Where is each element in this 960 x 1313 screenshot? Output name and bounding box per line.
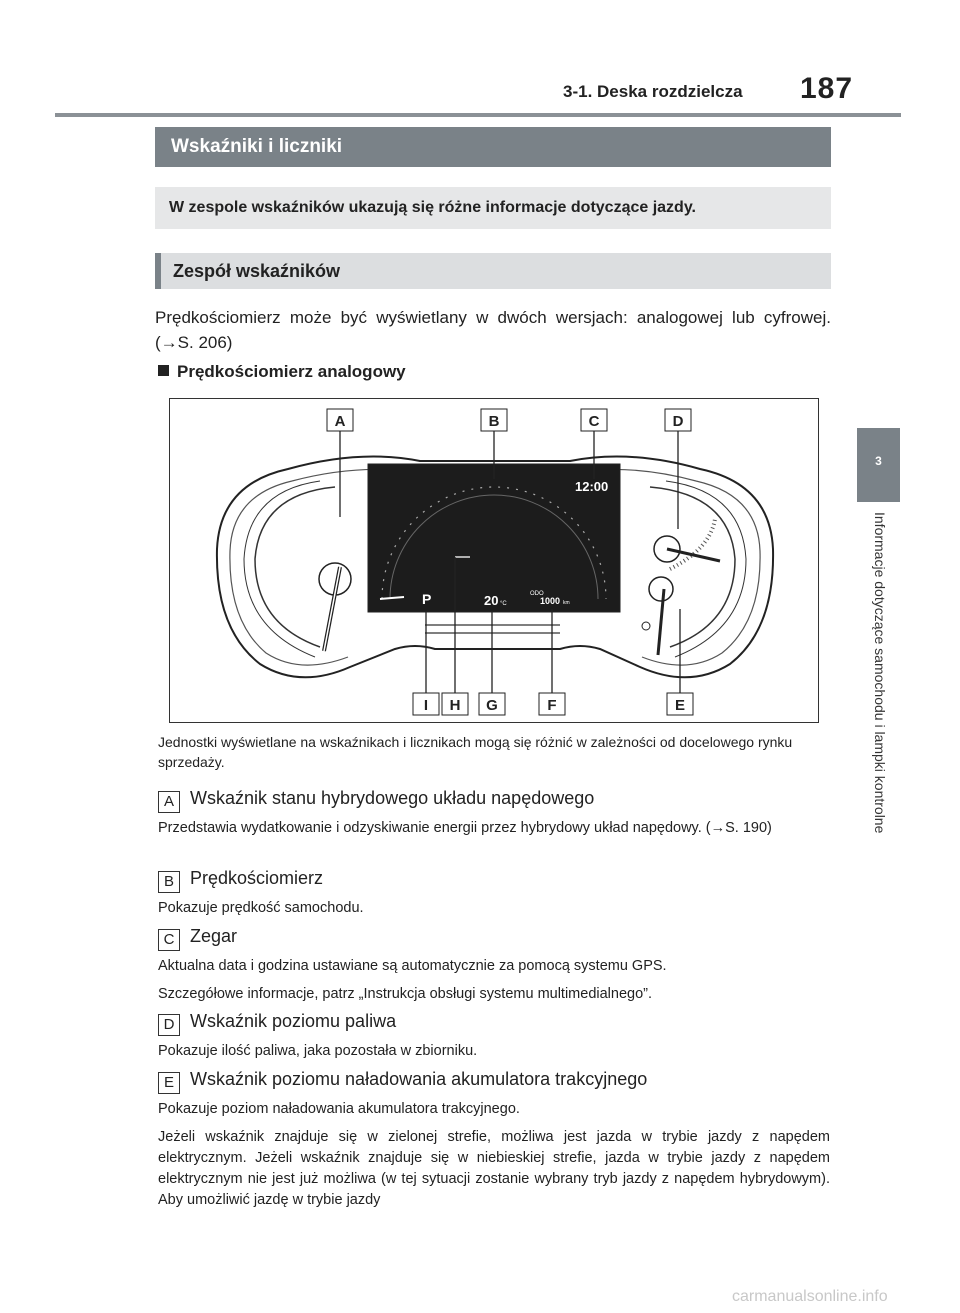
section-title: 3-1. Deska rozdzielcza — [563, 82, 743, 101]
chapter-number: 3 — [875, 454, 882, 468]
instrument-cluster-diagram — [169, 398, 819, 723]
item-c-title: Zegar — [190, 926, 238, 946]
temperature-unit: °C — [500, 601, 507, 607]
item-a-heading — [158, 788, 594, 813]
callout-h-label: H — [449, 697, 461, 714]
battery-gauge-hub — [649, 577, 673, 601]
callout-b-label: B — [488, 413, 500, 430]
units-note: Jednostki wyświetlane na wskaźnikach i licznikach mogą się różnić w zależności od docelowego rynku sprzedaży. — [158, 734, 793, 770]
item-a-text: Przedstawia wydatkowanie i odzyskiwanie energii przez hybrydowy układ napędowy. (→S. 190) — [158, 820, 772, 836]
item-b-text: Pokazuje prędkość samochodu. — [158, 900, 364, 916]
callout-d-label: D — [672, 413, 684, 430]
header-rule — [55, 113, 901, 117]
item-e-text-2: Jeżeli wskaźnik znajduje się w zielonej strefie, możliwa jest jazda w trybie jazdy z napędem elektrycznym. Jeżeli wskaźnik znajduje się w niebieskiej strefie, jazda w trybie jazdy z napędem elektrycznym nie jest już możliwa (w tej sytuacji zostanie wybrany tryb jazdy z napędem hybrydowym). Aby umożliwić jazdę w trybie jazdy — [158, 1129, 830, 1208]
cluster-illustration — [170, 399, 818, 722]
item-c-badge: C — [158, 929, 180, 951]
item-b-badge: B — [158, 871, 180, 893]
intro-box — [155, 187, 831, 229]
intro-text: W zespole wskaźników ukazują się różne informacje dotyczące jazdy. — [169, 199, 696, 216]
fuel-gauge-arc — [650, 487, 735, 647]
subtitle-bar — [155, 253, 831, 289]
item-a-badge: A — [158, 791, 180, 813]
callout-a-label: A — [334, 413, 346, 430]
intro-paragraph: Prędkościomierz może być wyświetlany w dwóch wersjach: analogowej lub cyfrowej. (→S. 206) — [155, 308, 831, 352]
callout-f-label: F — [547, 697, 557, 714]
page-title: Wskaźniki i liczniki — [171, 136, 343, 157]
item-e-text-1: Pokazuje poziom naładowania akumulatora trakcyjnego. — [158, 1101, 520, 1117]
page-number: 187 — [800, 72, 854, 105]
bullet-square-icon — [158, 365, 169, 376]
watermark: carmanualsonline.info — [732, 1288, 888, 1305]
item-e-badge: E — [158, 1072, 180, 1094]
subtitle: Zespół wskaźników — [173, 261, 341, 281]
hybrid-gauge-arc — [255, 487, 335, 647]
bullet-text: Prędkościomierz analogowy — [177, 362, 406, 381]
callout-g-label: G — [486, 697, 498, 714]
odometer-unit: km — [563, 600, 570, 606]
chapter-tab — [857, 428, 900, 502]
callout-e-label: E — [674, 697, 686, 714]
odometer-label: ODO — [530, 591, 544, 597]
item-c-heading — [158, 926, 237, 951]
item-c-text-1: Aktualna data i godzina ustawiane są automatycznie za pomocą systemu GPS. — [158, 958, 667, 974]
gear-indicator: P — [422, 591, 432, 607]
item-d-title: Wskaźnik poziomu paliwa — [190, 1011, 397, 1031]
item-d-text: Pokazuje ilość paliwa, jaka pozostała w zbiorniku. — [158, 1043, 478, 1059]
item-d-heading — [158, 1011, 396, 1036]
title-bar — [155, 127, 831, 167]
item-d-badge: D — [158, 1014, 180, 1036]
callout-i-label: I — [423, 697, 429, 714]
item-b-heading — [158, 868, 323, 893]
item-e-title: Wskaźnik poziomu naładowania akumulatora trakcyjnego — [190, 1069, 648, 1089]
item-e-heading — [158, 1069, 647, 1094]
item-c-text-2: Szczegółowe informacje, patrz „Instrukcja obsługi systemu multimedialnego”. — [158, 986, 653, 1002]
odometer-value: 1000 — [540, 596, 561, 606]
chapter-title-vertical: Informacje dotyczące samochodu i lampki kontrolne — [872, 512, 888, 834]
callout-c-label: C — [588, 413, 600, 430]
item-a-title: Wskaźnik stanu hybrydowego układu napędowego — [190, 788, 595, 808]
temperature-readout: 20 — [484, 593, 499, 608]
bullet-heading — [158, 362, 406, 382]
clock-readout: 12:00 — [575, 479, 609, 494]
item-b-title: Prędkościomierz — [190, 868, 324, 888]
